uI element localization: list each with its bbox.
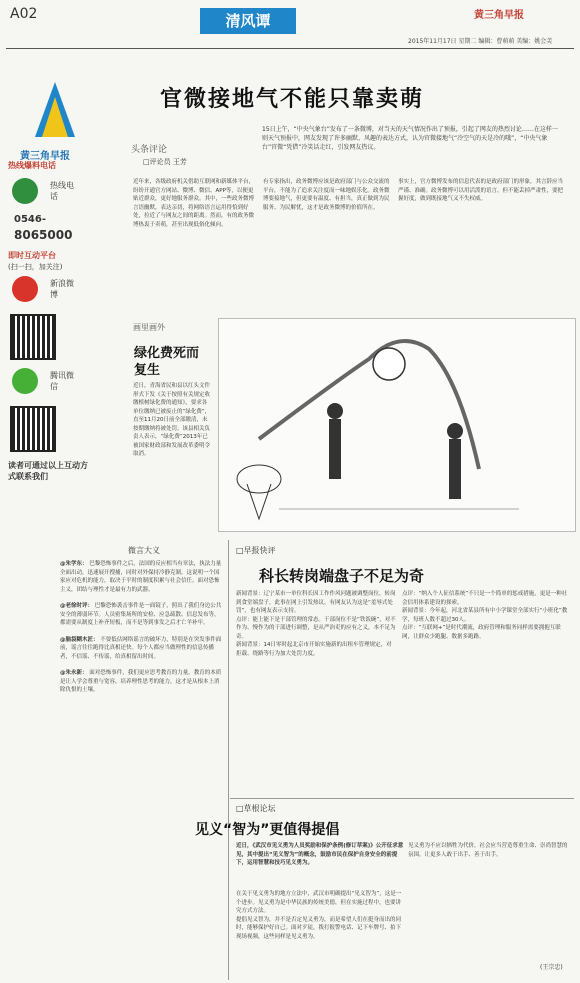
weibo-label: 新浪微博	[50, 279, 74, 299]
article-paragraph: 新闻背景：14日零时起北京市开始实施新的出租车管理规定，对拒载、绕路等行为加大处罚力度。	[236, 642, 392, 657]
column-divider	[228, 540, 229, 980]
article-tag: 头条评论	[131, 145, 168, 155]
section-divider	[230, 798, 574, 799]
headline: 官微接地气不能只靠卖萌	[160, 87, 425, 112]
weiyu-text: 不要低估网络谣言的破坏力，特别是在突发事件面前，谣言往往跑得比真相还快。每个人都应当做理性的信息传播者，不信谣、不传谣，给真相留出时间。	[60, 636, 222, 660]
wechat-qr-code	[10, 406, 56, 452]
paper-logo: 黄三角早报	[474, 10, 524, 21]
weiyu-text: 巴黎恐怖袭击事件是一面镜子，照出了我们身边公共安全的薄弱环节。人员密集场所的安检、应急疏散、信息发布等，都需要从制度上补齐短板，而不是等到事发之后才亡羊补牢。	[60, 603, 222, 626]
article3-tag: □草根论坛	[236, 804, 276, 813]
weibo-qr-code	[10, 314, 56, 360]
list-item	[60, 636, 224, 662]
article-paragraph: 有专家指出，政务微博应该是政府部门与公众交流的平台，不能为了追求关注度而一味地娱乐化。政务微博要接地气，但更要有温度、有担当，真正做到为民服务、为民解忧，这才是政务微博的价值所在。	[263, 179, 390, 211]
weiyu-author: @老徐时评：	[60, 603, 94, 609]
article-paragraph: 新闻背景：今年起，河北省某县所有中小学课堂全部实行“小班化”教学，每班人数不超过30人。	[402, 608, 568, 623]
cartoon-title: 绿化费死而复生	[134, 346, 200, 378]
hotline-label: 热线电话	[50, 181, 74, 201]
article-paragraph: 新闻背景：辽宁某市一单位科长因工作作风问题被调整岗位，转岗到食堂端盘子，此事在网上引发热议。有网友认为这是“羞辱式处罚”，也有网友表示支持。	[236, 591, 396, 614]
article3-lede: 近日，《武汉市见义勇为人员奖励和保护条例(修订草案)》公开征求意见，其中提出“见义智为”的概念，鼓励市民在保护自身安全的前提下，运用智慧和技巧见义勇为。	[236, 843, 404, 866]
header-rule	[6, 48, 574, 49]
lead-quote: 15日上午，“中央气象台”发布了一条微博，对当天的天气情况作出了预报，引起了网友的热烈讨论……在这样一则天气预报中，网友发现了许多幽默、风趣的表达方式，认为官微接地气“冷空气的天是冷的哦”，“中央气象台”官微“凭借”冷笑话走红，引发网友热议。	[262, 126, 558, 151]
article2-tag: □早报快评	[236, 546, 276, 555]
list-item	[60, 602, 224, 628]
weiyu-text: 面对恐怖事件，我们更应思考教育的力量。教育的本质是让人学会尊重与宽容，培养理性思考的能力，这才是从根本上消除仇恨的土壤。	[60, 670, 222, 693]
weiyu-author: @朱学东：	[60, 561, 88, 567]
weiyu-author: @脑袋糊木匠：	[60, 636, 99, 643]
author-signature: (王宗忠)	[540, 964, 563, 971]
article2-title: 科长转岗端盘子不足为奇	[259, 567, 425, 585]
article-paragraph: 点评：“纳入个人征信系统”不只是一个简单的惩戒措施，更是一种社会信用体系建设的探索。	[402, 591, 568, 606]
weibo-icon	[12, 276, 38, 302]
cartoon-tag: 画里画外	[133, 323, 165, 332]
article-paragraph: 事实上，官方微博发布的信息代表的是政府部门的形象，其言辞应当严谨、准确。政务微博可以用活泼的语言，但不能丢掉严肃性，要把握好度，做到既接地气又不失权威。	[398, 179, 564, 202]
interaction-title: 即时互动平台	[8, 251, 56, 260]
article3-right-column	[408, 842, 570, 958]
article-paragraph: 点评：能上能下是干部管理的常态。干部岗位不是“铁饭碗”，对不作为、慢作为的干部进行调整，是从严治吏的应有之义，本不足为奇。	[236, 616, 396, 640]
sidebar-brand: 黄三角早报	[20, 151, 70, 162]
phone-code: 0546-	[14, 214, 46, 225]
phone-icon	[12, 178, 38, 204]
page-number: A02	[10, 6, 38, 22]
byline: □评论员 王芳	[143, 158, 187, 166]
article-paragraph: 见义勇为不应以牺牲为代价，社会应当营造尊重生命、崇尚智慧的氛围，让更多人敢于出手、善于出手。	[408, 843, 568, 858]
article-paragraph: 提倡见义智为，并不是否定见义勇为，而是希望人们在挺身而出的同时，能够保护好自己。面对歹徒，拨打报警电话、记下车牌号、拍下现场视频，这些同样是见义勇为。	[236, 916, 402, 940]
article-paragraph: 近年来，各级政府机关借助互联网和新媒体平台，纷纷开通官方网站、微博、微信、APP等，以便更贴近群众，更好地服务群众。其中，一些政务微博言语幽默，表达亲切，将网络语言运用得恰到好处，拉近了与网友之间的距离。然而，有的政务微博热衷于卖萌，甚至出现低俗化倾向。	[133, 179, 255, 228]
article-paragraph: 在关于见义勇为的地方立法中，武汉市明确提出“见义智为”，这是一个进步。见义勇为是中华民族的传统美德，但在实施过程中，也要讲究方式方法。	[236, 891, 402, 914]
cartoon-image	[218, 318, 576, 532]
wechat-icon	[12, 368, 38, 394]
weiyu-author: @朱永新：	[60, 670, 88, 676]
cartoon-text: 近日，青海省民和县以红头文件形式下发《关于按照有关规定收缴植树绿化费的通知》，要求各单位缴纳已被废止的“绿化费”，直至11月20日前全部缴清，未按期缴纳将被处罚。该县相关负责人表示，“绿化费”2013年已被国家财政部和发展改革委明令取消。	[133, 383, 211, 457]
article-paragraph: 点评：“互联网+”是时代潮流，政府管理和服务同样需要拥抱互联网，让群众少跑腿、数据多跑路。	[402, 625, 561, 640]
article3-left-column	[236, 890, 404, 976]
list-item	[60, 560, 224, 594]
weiyu-tag: 微言大义	[128, 546, 160, 555]
section-title: 清风谭	[200, 8, 296, 34]
list-item	[60, 669, 224, 695]
article2-left-column	[236, 590, 396, 790]
weiyu-text: 巴黎恐怖事件之后，法国的反应相当有章法，执法力量全面出动，迅速展开搜捕，同时对外保持冷静克制。这说明一个国家应对危机的能力，取决于平时的制度积累与社会信任。面对恐怖主义，团结与理性才是最有力的武器。	[60, 561, 222, 593]
wechat-label: 腾讯微信	[50, 371, 74, 391]
sidebar-footer: 读者可通过以上互动方式联系我们	[8, 461, 88, 481]
article3-title: 见义“智为”更值得提倡	[195, 822, 340, 838]
interaction-sub: (扫一扫，加关注)	[8, 263, 63, 271]
article2-right-column	[402, 590, 570, 790]
issue-meta: 2015年11月17日 星期二 编辑：曹萌萌 美编：姚会芙	[408, 38, 553, 45]
phone-number: 8065000	[14, 228, 73, 242]
hotline-title: 热线爆料电话	[8, 161, 56, 170]
paper-logo-icon	[30, 82, 80, 142]
weiyu-list	[60, 560, 224, 980]
